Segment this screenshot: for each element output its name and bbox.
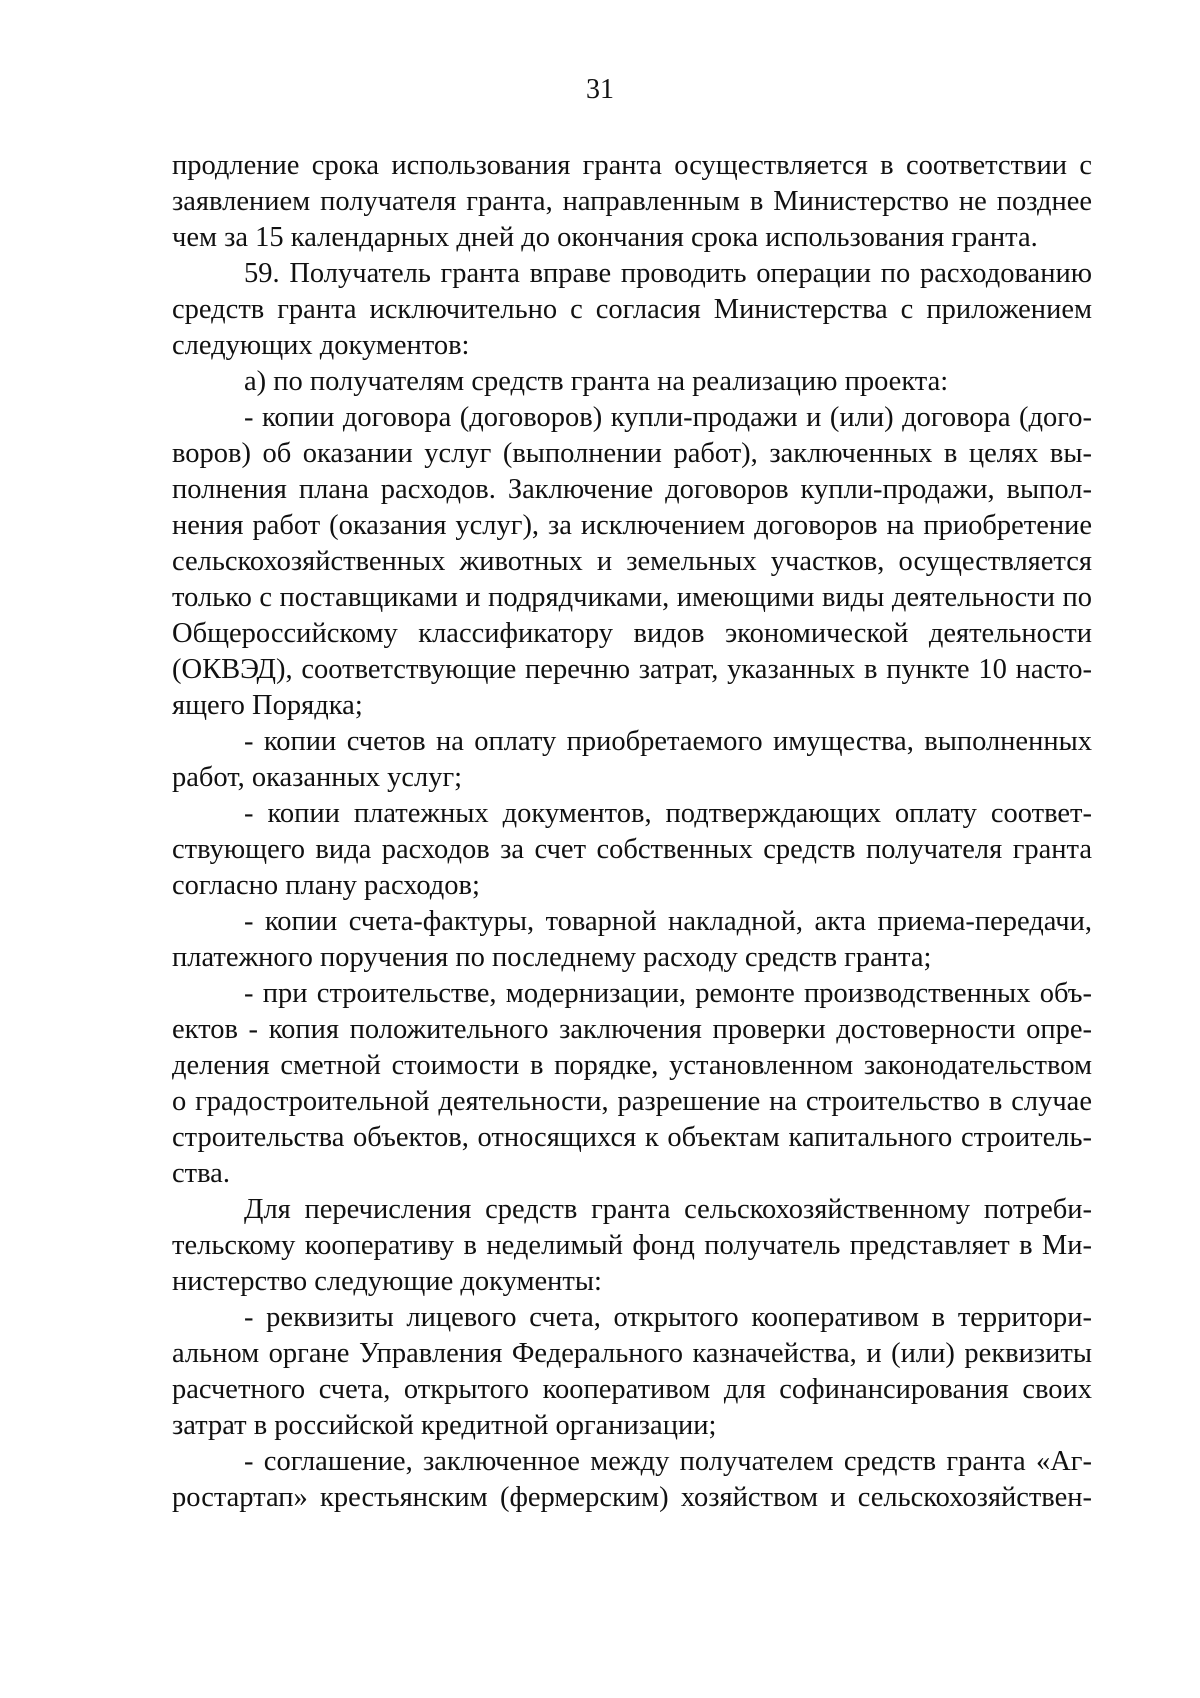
text-line: - копии счета-фактуры, товарной накладной, акта приема-передачи, — [244, 906, 1092, 937]
text-line: воров) об оказании услуг (выполнении работ), заключенных в целях вы- — [172, 438, 1092, 469]
text-line: платежного поручения по последнему расходу средств гранта; — [172, 942, 932, 973]
text-line: нения работ (оказания услуг), за исключением договоров на приобретение — [172, 510, 1092, 541]
text-line: - копии договора (договоров) купли-продажи и (или) договора (дого- — [244, 402, 1092, 433]
text-line: согласно плану расходов; — [172, 870, 480, 901]
text-line: ростартап» крестьянским (фермерским) хозяйством и сельскохозяйствен- — [172, 1482, 1092, 1513]
text-line: ства. — [172, 1158, 230, 1189]
text-line: - копии платежных документов, подтверждающих оплату соответ- — [244, 798, 1092, 829]
text-line: Общероссийскому классификатору видов экономической деятельности — [172, 618, 1092, 649]
page-number: 31 — [586, 74, 614, 105]
text-line: о градостроительной деятельности, разрешение на строительство в случае — [172, 1086, 1092, 1117]
text-line: тельскому кооперативу в неделимый фонд получатель представляет в Ми- — [172, 1230, 1092, 1261]
text-line: - реквизиты лицевого счета, открытого кооперативом в территори- — [244, 1302, 1092, 1333]
text-line: расчетного счета, открытого кооперативом для софинансирования своих — [172, 1374, 1092, 1405]
text-line: ствующего вида расходов за счет собственных средств получателя гранта — [172, 834, 1092, 865]
text-line: - соглашение, заключенное между получателем средств гранта «Аг- — [244, 1446, 1092, 1477]
text-line: а) по получателям средств гранта на реализацию проекта: — [244, 366, 949, 397]
text-line: работ, оказанных услуг; — [172, 762, 463, 793]
text-line: (ОКВЭД), соответствующие перечню затрат, указанных в пункте 10 насто- — [172, 654, 1092, 685]
text-line: деления сметной стоимости в порядке, установленном законодательством — [172, 1050, 1092, 1081]
text-line: средств гранта исключительно с согласия Министерства с приложением — [172, 294, 1092, 325]
text-line: 59. Получатель гранта вправе проводить операции по расходованию — [244, 258, 1092, 289]
text-line: затрат в российской кредитной организации; — [172, 1410, 717, 1441]
text-line: ектов - копия положительного заключения проверки достоверности опре- — [172, 1014, 1092, 1045]
document-body — [172, 148, 1092, 1516]
text-line: сельскохозяйственных животных и земельных участков, осуществляется — [172, 546, 1092, 577]
text-line: - копии счетов на оплату приобретаемого имущества, выполненных — [244, 726, 1092, 757]
text-line: Для перечисления средств гранта сельскохозяйственному потреби- — [244, 1194, 1092, 1225]
text-line: нистерство следующие документы: — [172, 1266, 602, 1297]
text-line: продление срока использования гранта осуществляется в соответствии с — [172, 150, 1092, 181]
text-line: полнения плана расходов. Заключение договоров купли-продажи, выпол- — [172, 474, 1092, 505]
text-line: - при строительстве, модернизации, ремонте производственных объ- — [244, 978, 1092, 1009]
text-line: ящего Порядка; — [172, 690, 363, 721]
text-line: чем за 15 календарных дней до окончания срока использования гранта. — [172, 222, 1038, 253]
text-line: альном органе Управления Федерального казначейства, и (или) реквизиты — [172, 1338, 1092, 1369]
text-line: заявлением получателя гранта, направленным в Министерство не позднее — [172, 186, 1092, 217]
text-line: только с поставщиками и подрядчиками, имеющими виды деятельности по — [172, 582, 1092, 613]
text-line: строительства объектов, относящихся к объектам капитального строитель- — [172, 1122, 1092, 1153]
text-line: следующих документов: — [172, 330, 470, 361]
